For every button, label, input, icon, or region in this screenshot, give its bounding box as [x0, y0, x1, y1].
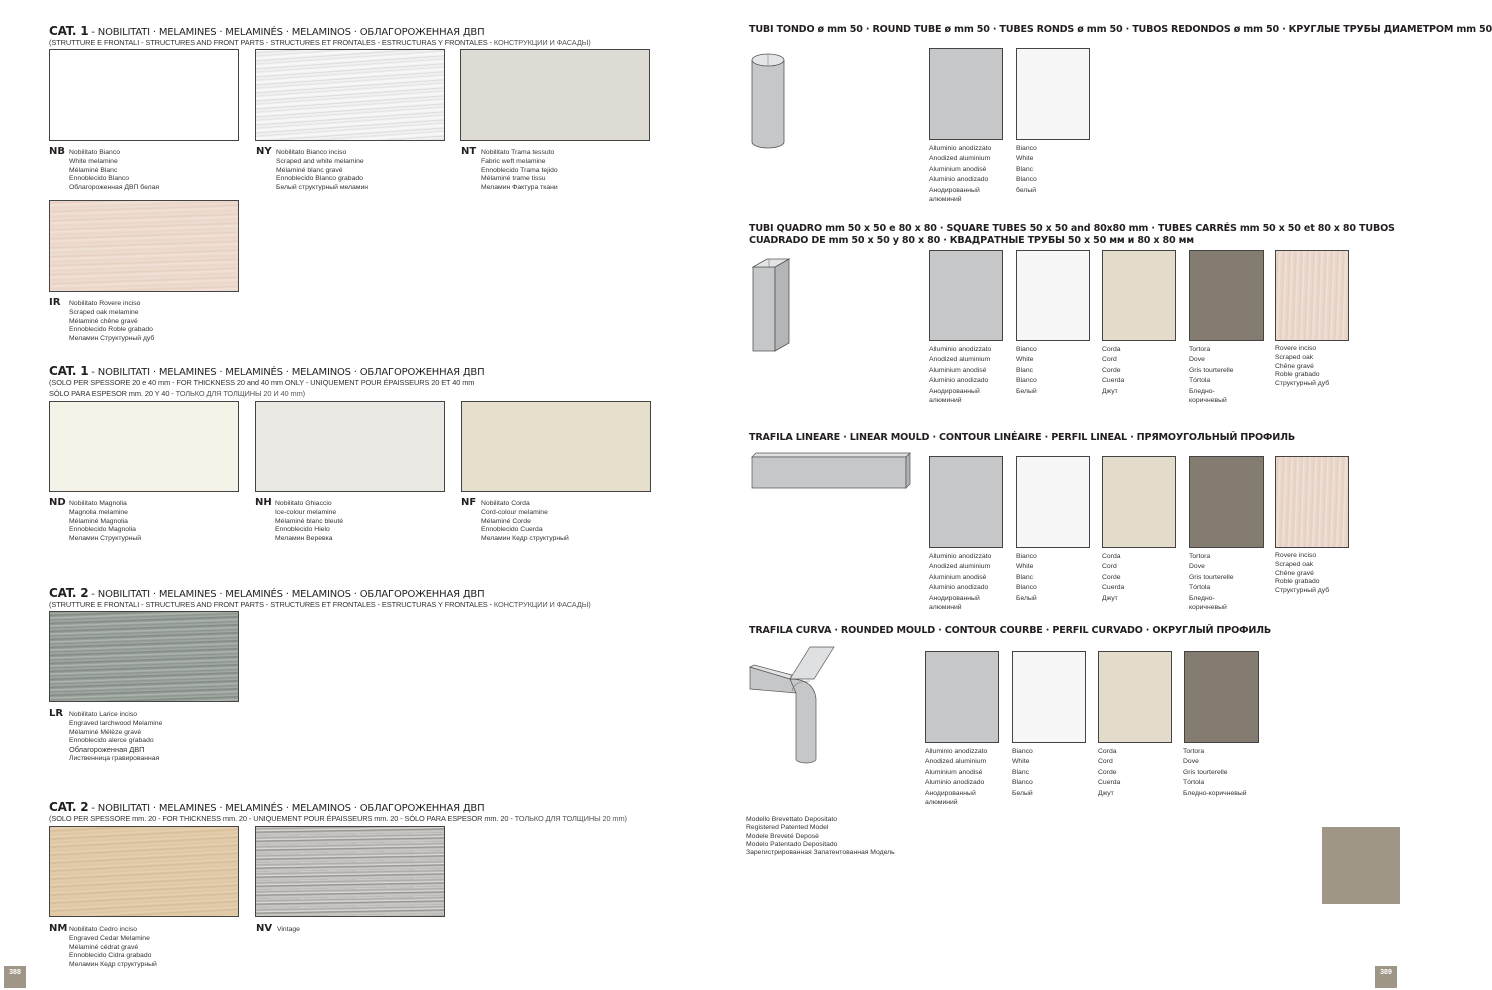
linear-mould-swatch-aluminium [929, 456, 1003, 548]
swatch-nt [460, 49, 650, 141]
linear-mould-label-aluminium: Alluminio anodizzato Anodized aluminium Aluminium anodisé Aluminio anodizado Анодированный алюминий [929, 553, 992, 612]
swatch-nd [49, 401, 239, 492]
round-tube-swatch-aluminium [929, 48, 1003, 140]
desc-ny: Nobilitato Bianco inciso Scraped and white melamine Mélaminé blanc gravé Ennoblecido Blanco grabado Белый структурный меламин [276, 149, 369, 192]
section-title: - NOBILITATI · MELAMINES · MELAMINÉS · MELAMINOS · ОБЛАГОРОЖЕННАЯ ДВП [88, 589, 485, 600]
section-header-cat1-thickness [49, 364, 484, 378]
section-title: - NOBILITATI · MELAMINES · MELAMINÉS · MELAMINOS · ОБЛАГОРОЖЕННАЯ ДВП [88, 367, 485, 378]
code-nb: NB [49, 146, 65, 157]
subtitle-text: (SOLO PER SPESSORE mm. 20 - FOR THICKNESS mm. 20 - UNIQUEMENT POUR ÉPAISSEURS mm. 20 - SÓLO PARA ESPESOR mm. 20 - [49, 814, 515, 823]
square-tube-label-aluminium: Alluminio anodizzato Anodized aluminium Aluminium anodisé Aluminio anodizado Анодированный алюминий [929, 346, 992, 405]
round-tube-label-white: Bianco White Blanc Blanco белый [1016, 145, 1037, 194]
patent-note: Modello Brevettato Depositato Registered Patented Model Modele Breveté Deposé Modelo Patentado Depositado Зарегистрированная Запатентованная Модель [746, 816, 895, 857]
section-header-cat2 [49, 586, 484, 600]
square-tube-label-oak: Rovere inciso Scraped oak Chêne gravé Roble grabado Структурный дуб [1275, 345, 1330, 388]
linear-mould-swatch-dove [1189, 456, 1264, 548]
desc-lr: Nobilitato Larice inciso Engraved larchwood Melamine Mélaminé Mélèze gravé Ennoblecido alerce grabado Облагороженная ДВП Лиственница гравированная [69, 711, 163, 762]
linear-mould-title: TRAFILA LINEARE · LINEAR MOULD · CONTOUR LINÉAIRE · PERFIL LINEAL · ПРЯМОУГОЛЬНЫЙ ПРОФИЛЬ [749, 432, 1295, 443]
linear-mould-label-dove: Tortora Dove Gris tourterelle Tórtola Бледно- коричневый [1189, 553, 1234, 612]
square-tube-swatch-cord [1102, 250, 1176, 341]
square-tubes-title-2: CUADRADO DE mm 50 x 50 y 80 x 80 · КВАДРАТНЫЕ ТРУБЫ 50 x 50 мм и 80 x 80 мм [749, 235, 1194, 246]
category-label: CAT. 2 [49, 586, 89, 600]
desc-nv: Vintage [277, 926, 300, 933]
desc-nb: Nobilitato Bianco White melamine Mélaminé Blanc Ennoblecido Blanco Облагороженная ДВП белая [69, 149, 160, 192]
section-subtitle [49, 814, 627, 823]
desc-ir: Nobilitato Rovere inciso Scraped oak melamine Mélaminé chêne gravé Ennoblecido Roble grabado Меламин Структурный дуб [69, 300, 155, 343]
code-nd: ND [49, 497, 66, 508]
category-label: CAT. 2 [49, 800, 89, 814]
subtitle-ru-text: ТОЛЬКО ДЛЯ ТОЛЩИНЫ 20 И 40 mm) [175, 389, 305, 398]
code-nm: NM [49, 923, 68, 934]
swatch-nm [49, 826, 239, 917]
linear-mould-label-oak: Rovere inciso Scraped oak Chêne gravé Roble grabado Структурный дуб [1275, 552, 1330, 595]
section-subtitle [49, 38, 591, 47]
swatch-ny [255, 49, 445, 141]
swatch-ir [49, 200, 239, 292]
swatch-lr [49, 611, 239, 702]
linear-mould-label-cord: Corda Cord Corde Cuerda Джут [1102, 553, 1125, 602]
square-tube-swatch-white [1016, 250, 1090, 341]
rounded-mould-swatch-cord [1098, 651, 1172, 743]
round-tube-label-aluminium: Alluminio anodizzato Anodized aluminium Aluminium anodisé Aluminio anodizado Анодированный алюминий [929, 145, 992, 204]
subtitle-ru-text: ТОЛЬКО ДЛЯ ТОЛЩИНЫ 20 mm) [514, 814, 627, 823]
swatch-nf [461, 401, 651, 492]
category-label: CAT. 1 [49, 364, 89, 378]
section-title: - NOBILITATI · MELAMINES · MELAMINÉS · MELAMINOS · ОБЛАГОРОЖЕННАЯ ДВП [88, 27, 485, 38]
rounded-mould-label-cord: Corda Cord Corde Cuerda Джут [1098, 748, 1121, 797]
code-nf: NF [461, 497, 477, 508]
rounded-mould-label-dove: Tortora Dove Gris tourterelle Tórtola Бледно-коричневый [1183, 748, 1247, 797]
desc-nm: Nobilitato Cedro inciso Engraved Cedar Melamine Mélaminé cédrat gravé Ennoblecido Cidra grabado Меламин Кедр структурный [69, 926, 157, 969]
swatch-nv [255, 826, 445, 917]
subtitle-ru-text: КОНСТРУКЦИИ И ФАСАДЫ) [493, 38, 591, 47]
linear-mould-illustration [750, 452, 914, 492]
rounded-mould-label-aluminium: Alluminio anodizzato Anodized aluminium Aluminium anodisé Aluminio anodizado Анодированный алюминий [925, 748, 988, 807]
desc-nd: Nobilitato Magnolia Magnolia melamine Mélaminé Magnolia Ennoblecido Magnolia Меламин Структурный [69, 500, 142, 543]
subtitle-text: (STRUTTURE E FRONTALI - STRUCTURES AND FRONT PARTS - STRUCTURES ET FRONTALES - ESTRUCTURAS Y FRONTALES - [49, 600, 494, 609]
code-lr: LR [49, 708, 64, 719]
linear-mould-label-white: Bianco White Blanc Blanco Белый [1016, 553, 1037, 602]
side-color-tab [1322, 827, 1400, 904]
category-label: CAT. 1 [49, 24, 89, 38]
code-nv: NV [256, 923, 273, 934]
subtitle-ru-text: КОНСТРУКЦИИ И ФАСАДЫ) [493, 600, 591, 609]
square-tube-label-white: Bianco White Blanc Blanco Белый [1016, 346, 1037, 395]
square-tube-label-dove: Tortora Dove Gris tourterelle Tórtola Бледно- коричневый [1189, 346, 1234, 405]
round-tube-swatch-white [1016, 48, 1090, 140]
rounded-mould-title: TRAFILA CURVA · ROUNDED MOULD · CONTOUR COURBE · PERFIL CURVADO · ОКРУГЛЫЙ ПРОФИЛЬ [749, 625, 1272, 636]
square-tubes-title-1: TUBI QUADRO mm 50 x 50 e 80 x 80 · SQUARE TUBES 50 x 50 and 80x80 mm · TUBES CARRÉS mm 50 x 50 et 80 x 80 TUBOS [749, 223, 1395, 234]
desc-nf: Nobilitato Corda Cord-colour melamine Mélaminé Corde Ennoblecido Cuerda Меламин Кедр структурный [481, 500, 569, 543]
code-ir: IR [49, 297, 61, 308]
desc-nt: Nobilitato Trama tessuto Fabric weft melamine Ennoblecido Trama tejido Mélaminé trame tissu Меламин Фактура ткани [481, 149, 558, 192]
square-tube-swatch-oak [1275, 250, 1349, 341]
rounded-mould-label-white: Bianco White Blanc Blanco Белый [1012, 748, 1033, 797]
square-tube-swatch-aluminium [929, 250, 1003, 341]
swatch-nb [49, 49, 239, 141]
subtitle-text: SÓLO PARA ESPESOR mm. 20 Y 40 - [49, 389, 176, 398]
section-header-cat2-thickness [49, 800, 484, 814]
rounded-mould-illustration [748, 645, 838, 767]
section-subtitle-2 [49, 389, 305, 398]
section-header-cat1 [49, 24, 484, 38]
round-tube-title: TUBI TONDO ø mm 50 · ROUND TUBE ø mm 50 · TUBES RONDS ø mm 50 · TUBOS REDONDOS ø mm 50 · КРУГЛЫЕ ТРУБЫ ДИАМЕТРОМ mm 50 [749, 24, 1492, 35]
code-ny: NY [256, 146, 272, 157]
section-subtitle: (SOLO PER SPESSORE 20 e 40 mm - FOR THICKNESS 20 and 40 mm ONLY - UNIQUEMENT POUR ÉPAISSEURS 20 ET 40 mm [49, 378, 475, 387]
subtitle-text: (STRUTTURE E FRONTALI - STRUCTURES AND FRONT PARTS - STRUCTURES ET FRONTALES - ESTRUCTURAS Y FRONTALES - [49, 38, 494, 47]
round-tube-illustration [748, 50, 788, 152]
page-number-left: 388 [4, 966, 26, 988]
linear-mould-swatch-cord [1102, 456, 1176, 548]
rounded-mould-swatch-aluminium [925, 651, 999, 743]
rounded-mould-swatch-white [1012, 651, 1086, 743]
code-nt: NT [461, 146, 477, 157]
code-nh: NH [255, 497, 272, 508]
swatch-nh [255, 401, 445, 492]
square-tube-illustration [748, 255, 794, 353]
square-tube-swatch-dove [1189, 250, 1264, 341]
section-title: - NOBILITATI · MELAMINES · MELAMINÉS · MELAMINOS · ОБЛАГОРОЖЕННАЯ ДВП [88, 803, 485, 814]
linear-mould-swatch-oak [1275, 456, 1349, 548]
linear-mould-swatch-white [1016, 456, 1090, 548]
rounded-mould-swatch-dove [1184, 651, 1259, 743]
square-tube-label-cord: Corda Cord Corde Cuerda Джут [1102, 346, 1125, 395]
section-subtitle [49, 600, 591, 609]
page-number-right: 389 [1375, 966, 1397, 988]
desc-nh: Nobilitato Ghiaccio Ice-colour melamine Mélaminé blanc bleuté Ennoblecido Hielo Меламин Веревка [275, 500, 344, 543]
